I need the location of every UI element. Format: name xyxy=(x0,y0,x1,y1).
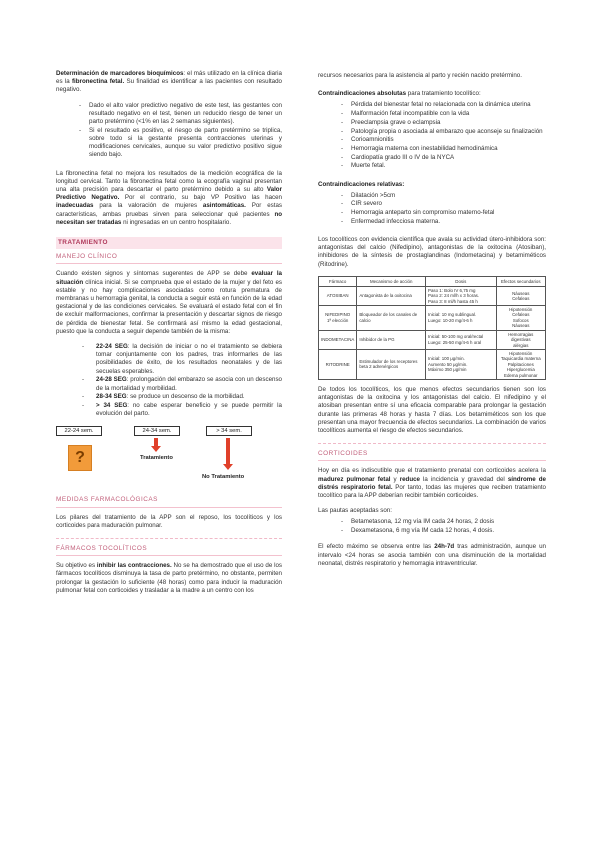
list-item: - Hemorragia materna con inestabilidad hemodinámica xyxy=(318,145,546,153)
timeline-box-24-34: 24-34 sem. xyxy=(134,426,180,436)
timeline-box-22-24: 22-24 sem. xyxy=(56,426,102,436)
table-cell: NIFEDIPINO 1ª elección xyxy=(319,306,357,331)
table-cell: Inicial: 10 mg sublingual. Luego: 10-20 mg/4-6 h xyxy=(426,306,496,331)
max-effect-paragraph: El efecto máximo se observa entre las 24h-7d tras administración, aunque un intervalo <24 horas se asocia también con una disminución de la mortalidad neonatal, distrés respiratorio y hemorragia intraventricular. xyxy=(318,543,546,567)
list-item: - Cardiopatía grado III o IV de la NYCA xyxy=(318,154,546,162)
list-item: - Dilatación >5cm xyxy=(318,192,546,200)
list-item: - Malformación fetal incompatible con la vida xyxy=(318,110,546,118)
table-row xyxy=(319,349,546,379)
gestational-age-list xyxy=(56,343,282,418)
table-cell: Inicial: 50-100 mg oral/rectal Luego: 25-50 mg/4-6 h oral xyxy=(426,330,496,349)
question-mark-icon: ? xyxy=(68,445,92,471)
relative-contraindications-list xyxy=(318,192,546,226)
table-row xyxy=(319,286,546,305)
timeline-box-34: > 34 sem. xyxy=(206,426,252,436)
tocolytics-paragraph: Su objetivo es inhibir las contracciones. No se ha demostrado que el uso de los fármacos tocolíticos disminuya la tasa de parto pretérmino, no obstante, permiten prolongar la gestación lo suficiente (48 horas) como para inducir la maduración pulmonar fetal con corticoides y trasladar a la madre a un centro con los xyxy=(56,562,282,594)
label-tratamiento: Tratamiento xyxy=(140,455,173,462)
tocolytics-table xyxy=(318,276,546,380)
table-cell: ATOSIBAN xyxy=(319,286,357,305)
fibronectin-paragraph: La fibronectina fetal no mejora los resultados de la medición ecográfica de la longitud cervical. Tanto la fibronectina fetal como la ecografía vaginal presentan una alta precisión para descartar el parto pretérmino debido a su alto Valor Predictivo Negativo. Por el contrario, su bajo VP Positivo las hacen inadecuadas para la valoración de mujeres asintomáticas. Por estas características, ambas pruebas sirven para seleccionar qué pacientes no necesitan ser tratadas ni ingresadas en un centro hospitalario. xyxy=(56,169,283,226)
subheading-corticoides: CORTICOIDES xyxy=(318,450,546,461)
tocolytics-evidence-paragraph: Los tocolíticos con evidencia científica que avala su actividad útero-inhibidora son: antagonistas del calcio (Nifedipino), antagonistas de la oxitocina (Atosiban), inhibidores de la síntesis de prostaglandinas (Indometacina) y betamiméticos (Ritodrine). xyxy=(318,236,546,268)
absolute-contraindications-list xyxy=(318,101,546,170)
list-item: - Dado el alto valor predictivo negativo de este test, las gestantes con resultado negativo en el test, tienen un reducido riesgo de tener un parto pretérmino (<1% en las 2 semanas siguientes). xyxy=(56,102,282,127)
table-header: Efectos secundarios xyxy=(496,276,545,286)
subheading-manejo-clinico: MANEJO CLÍNICO xyxy=(56,253,282,264)
list-item: - Enfermedad infecciosa materna. xyxy=(318,218,546,226)
list-item: - Patología propia o asociada al embarazo que aconseje su finalización xyxy=(318,128,546,136)
resources-paragraph: recursos necesarios para la asistencia al parto y recién nacido pretérmino. xyxy=(318,72,522,79)
list-item: - Dexametasona, 6 mg vía IM cada 12 horas, 4 dosis. xyxy=(318,527,546,535)
table-cell: Náuseas Cefaleas xyxy=(496,286,545,305)
left-column xyxy=(56,70,282,602)
list-item: - 22-24 SEG: la decisión de iniciar o no el tratamiento se debiera tomar conjuntamente con los padres, tras informarles de las posibilidades de éxito, de los resultados neonatales y de las secuelas esperables. xyxy=(56,343,282,376)
list-item: - Hemorragia anteparto sin compromiso materno-fetal xyxy=(318,209,546,217)
divider xyxy=(56,538,282,539)
table-cell: Inicial: 100 μg/min. Aumento 50 μg/min. Máximo 350 μg/min xyxy=(426,349,496,379)
arrow-down-icon xyxy=(152,438,160,452)
table-header: Dosis xyxy=(426,276,496,286)
subheading-farmacos-tocoliticos: FÁRMACOS TOCOLÍTICOS xyxy=(56,545,282,556)
fibronectin-results-list xyxy=(56,102,282,160)
table-cell: RITODRINE xyxy=(319,349,357,379)
subheading-medidas-farmacologicas: MEDIDAS FARMACOLÓGICAS xyxy=(56,496,282,507)
list-item: - Si el resultado es positivo, el riesgo de parto pretérmino se triplica, sobre todo si la gestante presenta contracciones uterinas y modificaciones cervicales, aunque su valor predictivo positivo sigue siendo bajo. xyxy=(56,127,282,160)
table-row xyxy=(319,330,546,349)
list-item: - Betametasona, 12 mg vía IM cada 24 horas, 2 dosis xyxy=(318,518,546,526)
section-heading-tratamiento: TRATAMIENTO xyxy=(56,237,282,249)
accepted-regimens-label: Las pautas aceptadas son: xyxy=(318,507,392,515)
table-cell: Bloqueador de los canales de calcio xyxy=(357,306,426,331)
list-item: - 24-28 SEG: prolongación del embarazo se asocia con un descenso de la mortalidad y morbilidad. xyxy=(56,376,282,392)
table-cell: Hemorragias digestivas alérgias xyxy=(496,330,545,349)
list-item: - Muerte fetal. xyxy=(318,162,546,170)
table-cell: Paso 1: Bolo IV 6,75 mg Paso 2: 24 ml/h x 3 horas. Paso 3: 8 ml/h hasta 45 h xyxy=(426,286,496,305)
corticoids-paragraph: Hoy en día es indiscutible que el tratamiento prenatal con corticoides acelera la madurez pulmonar fetal y reduce la incidencia y gravedad del síndrome de distrés respiratorio fetal. Por tanto, todas las mujeres que reciben tratamiento tocolítico para la APP deberían recibir también corticoides. xyxy=(318,467,546,499)
label-no-tratamiento: No Tratamiento xyxy=(202,474,245,481)
arrow-down-icon xyxy=(224,438,232,470)
list-item: - Preeclampsia grave o eclampsia xyxy=(318,119,546,127)
table-cell: Antagonista de la oxitocina xyxy=(357,286,426,305)
table-cell: Estimulador de los receptores beta 2 adrenérgicos xyxy=(357,349,426,379)
treatment-timeline-diagram xyxy=(56,426,282,488)
list-item: - CIR severo xyxy=(318,200,546,208)
table-header-row xyxy=(319,276,546,286)
table-header: Fármaco xyxy=(319,276,357,286)
pharmacological-paragraph: Los pilares del tratamiento de la APP son el reposo, los tocolíticos y los corticoides para maduración pulmonar. xyxy=(56,513,282,529)
list-item: - Pérdida del bienestar fetal no relacionada con la dinámica uterina xyxy=(318,101,546,109)
list-item: - Corioamnionitis xyxy=(318,136,546,144)
divider xyxy=(318,443,546,444)
clinical-management-paragraph: Cuando existen signos y síntomas sugerentes de APP se debe evaluar la situación clínica inicial. Si se comprueba que el estado de la mujer y del feto es estable y no hay complicaciones asociadas como rotura prematura de membranas u hemorragia genital, la conducta a seguir está en función de la edad gestacional y de las condiciones cervicales. Se evaluará el estado fetal con el fin de excluir malformaciones, confirmar la presentación y descartar signos de riesgo de pérdida de bienestar fetal. Se confirmará así mismo la edad gestacional, puesto que la conducta a seguir depende también de la misma: xyxy=(56,270,282,335)
right-column xyxy=(318,72,546,575)
table-header: Mecanismo de acción xyxy=(357,276,426,286)
table-cell: Hipotensión Cefaleas Sofocos Náuseas xyxy=(496,306,545,331)
table-cell: Hipotensión Taquicardia materna Palpitaciones Hiperglucemia Edema pulmonar xyxy=(496,349,545,379)
absolute-contraindications-heading: Contraindicaciones absolutas para tratamiento tocolítico: xyxy=(318,90,481,98)
table-cell: Inhibidor de la PG xyxy=(357,330,426,349)
table-cell: INDOMETACINA xyxy=(319,330,357,349)
list-item: - > 34 SEG: no cabe esperar beneficio y se puede permitir la evolución del parto. xyxy=(56,402,282,418)
table-row xyxy=(319,306,546,331)
biochemical-markers-paragraph: Determinación de marcadores bioquímicos: el más utilizado en la clínica diaria es la fibronectina fetal. Su finalidad es identificar a las pacientes con resultado negativo. xyxy=(56,70,282,94)
list-item: - 28-34 SEG: se produce un descenso de la morbilidad. xyxy=(56,393,282,401)
relative-contraindications-heading: Contraindicaciones relativas: xyxy=(318,180,405,188)
side-effects-paragraph: De todos los tocolíticos, los que menos efectos secundarios tienen son los antagonistas de la oxitocina y los antagonistas del calcio. El nifedipino y el atosiban presentan entre sí una eficacia comparable para prolongar la gestación durante las primeras 48 horas y hasta 7 días. Los betamiméticos son los que presentan una mayor frecuencia de efectos secundarios. La combinación de varios tocolíticos aumenta el riesgo de efectos secundarios. xyxy=(318,385,546,434)
corticoid-regimens-list xyxy=(318,518,546,535)
